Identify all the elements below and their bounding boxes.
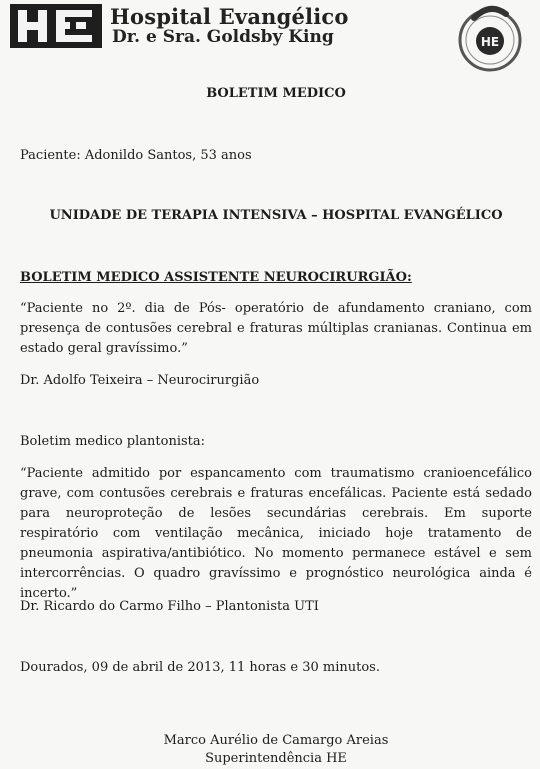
hospital-logo: [10, 4, 102, 48]
page-title: BOLETIM MEDICO: [206, 86, 346, 101]
section1-heading: BOLETIM MEDICO ASSISTENTE NEUROCIRURGIÃO:: [20, 270, 412, 285]
hospital-subtitle: Dr. e Sra. Goldsby King: [112, 27, 334, 47]
section2-signature: Dr. Ricardo do Carmo Filho – Plantonista UTI: [20, 599, 319, 614]
date-line: Dourados, 09 de abril de 2013, 11 horas e 30 minutos.: [20, 660, 380, 675]
patient-line: Paciente: Adonildo Santos, 53 anos: [20, 148, 252, 163]
section1-text: “Paciente no 2º. dia de Pós- operatório de afundamento craniano, com presença de contusões cerebral e fraturas múltiplas cranianas. Continua em estado geral gravíssimo.”: [20, 301, 532, 356]
signer-role: Superintendência HE: [205, 751, 347, 766]
section1-signature: Dr. Adolfo Teixeira – Neurocirurgião: [20, 373, 260, 388]
letterhead: [6, 2, 536, 74]
seal-text: HE: [480, 35, 500, 49]
anniversary-seal: [454, 4, 526, 74]
section2-heading: Boletim medico plantonista:: [20, 434, 206, 449]
section2-text: “Paciente admitido por espancamento com traumatismo cranioencefálico grave, com contusões cerebrais e fraturas encefálicas. Paciente está sedado para neuroproteção de lesões secundárias cerebrais. Em suporte respiratório com ventilação mecânica, iniciado hoje tratamento de pneumonia aspirativa/antibiótico. No momento permanece estável e sem intercorrências. O quadro gravíssimo e prognóstico neurológica ainda é incerto.”: [20, 466, 532, 601]
unit-title: UNIDADE DE TERAPIA INTENSIVA – HOSPITAL EVANGÉLICO: [49, 208, 503, 223]
hospital-name: Hospital Evangélico: [110, 4, 349, 29]
signer-name: Marco Aurélio de Camargo Areias: [163, 733, 389, 748]
